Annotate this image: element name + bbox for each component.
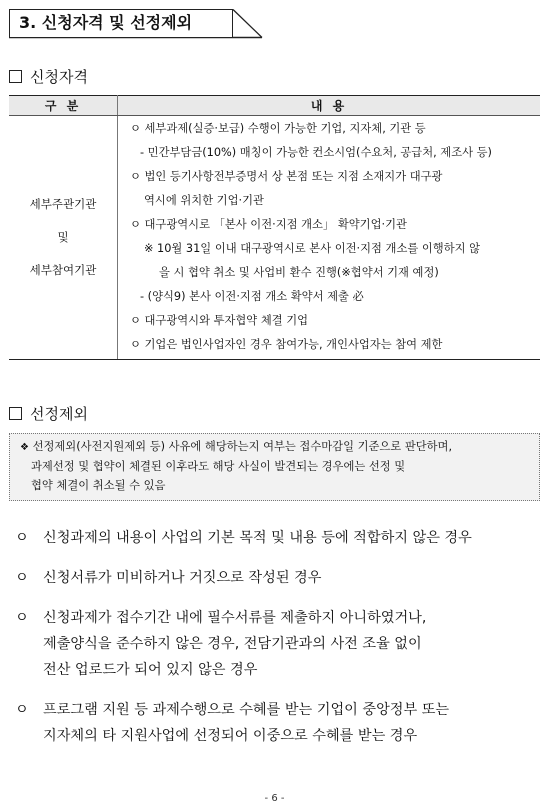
note-box — [9, 433, 540, 501]
list-item-text: 제출양식을 준수하지 않은 경우, 전담기관과의 사전 조율 없이 — [43, 636, 422, 652]
checkbox-square-icon — [9, 70, 22, 83]
list-item — [15, 525, 472, 551]
category-line: 세부참여기관 — [29, 263, 97, 277]
table-header-row — [9, 96, 540, 116]
section-heading-exclusion — [9, 404, 88, 424]
note-line: 협약 체결이 취소될 수 있음 — [31, 479, 166, 492]
content-line: - 민간부담금(10%) 매칭이 가능한 컨소시엄(수요처, 공급처, 제조사 등) — [140, 146, 492, 159]
note-line-1-row — [20, 437, 539, 457]
list-marker: ㅇ — [15, 610, 29, 626]
list-marker: ㅇ — [15, 570, 29, 586]
list-item — [15, 605, 426, 683]
content-line: 역시에 위치한 기업·기관 — [144, 194, 264, 207]
category-cell — [9, 116, 118, 360]
list-marker: ㅇ — [15, 702, 29, 718]
eligibility-table — [9, 95, 540, 360]
list-item-text: 신청서류가 미비하거나 거짓으로 작성된 경우 — [43, 570, 322, 586]
content-line: ㅇ 세부과제(실증·보급) 수행이 가능한 기업, 지자체, 기관 등 — [130, 122, 426, 135]
content-line: ㅇ 법인 등기사항전부증명서 상 본점 또는 지점 소재지가 대구광 — [130, 170, 443, 183]
table-header-category: 구 분 — [9, 96, 118, 116]
content-line: ※ 10월 31일 이내 대구광역시로 본사 이전·지점 개소를 이행하지 않 — [144, 242, 481, 255]
list-item — [15, 565, 321, 591]
content-line: ㅇ 기업은 법인사업자인 경우 참여가능, 개인사업자는 참여 제한 — [130, 338, 443, 351]
content-line: ㅇ 대구광역시와 투자협약 체결 기업 — [130, 314, 309, 327]
list-marker: ㅇ — [15, 530, 29, 546]
page-number: - 6 - — [264, 793, 285, 804]
content-line: ㅇ 대구광역시로 「본사 이전·지점 개소」 확약기업·기관 — [130, 218, 407, 231]
table-header-content: 내 용 — [118, 96, 541, 116]
section-heading-eligibility — [9, 67, 88, 87]
list-item — [15, 697, 449, 749]
list-item-text: 프로그램 지원 등 과제수행으로 수혜를 받는 기업이 중앙정부 또는 — [43, 702, 450, 718]
note-line: 선정제외(사전지원제외 등) 사유에 해당하는지 여부는 접수마감일 기준으로 판단하며, — [32, 440, 453, 453]
list-item-text: 신청과제가 접수기간 내에 필수서류를 제출하지 아니하였거나, — [43, 610, 427, 626]
list-item-text: 신청과제의 내용이 사업의 기본 목적 및 내용 등에 적합하지 않은 경우 — [43, 530, 472, 546]
table-row — [9, 116, 540, 360]
list-item-text: 전산 업로드가 되어 있지 않은 경우 — [43, 662, 258, 678]
content-cell — [118, 116, 541, 360]
list-item-text: 지자체의 타 지원사업에 선정되어 이중으로 수혜를 받는 경우 — [43, 728, 418, 744]
note-line: 과제선정 및 협약이 체결된 이후라도 해당 사실이 발견되는 경우에는 선정 및 — [31, 460, 406, 473]
content-line: - (양식9) 본사 이전·지점 개소 확약서 제출 必 — [140, 290, 364, 303]
diamond-bullet-icon: ❖ — [20, 442, 29, 453]
checkbox-square-icon — [9, 407, 22, 420]
section-heading-eligibility-text: 신청자격 — [30, 68, 88, 86]
content-line: 을 시 협약 취소 및 사업비 환수 진행(※협약서 기재 예정) — [159, 266, 439, 279]
category-line: 및 — [57, 230, 69, 244]
section-title: 3. 신청자격 및 선정제외 — [9, 9, 233, 38]
category-line: 세부주관기관 — [29, 197, 97, 211]
section-heading-exclusion-text: 선정제외 — [30, 405, 88, 423]
